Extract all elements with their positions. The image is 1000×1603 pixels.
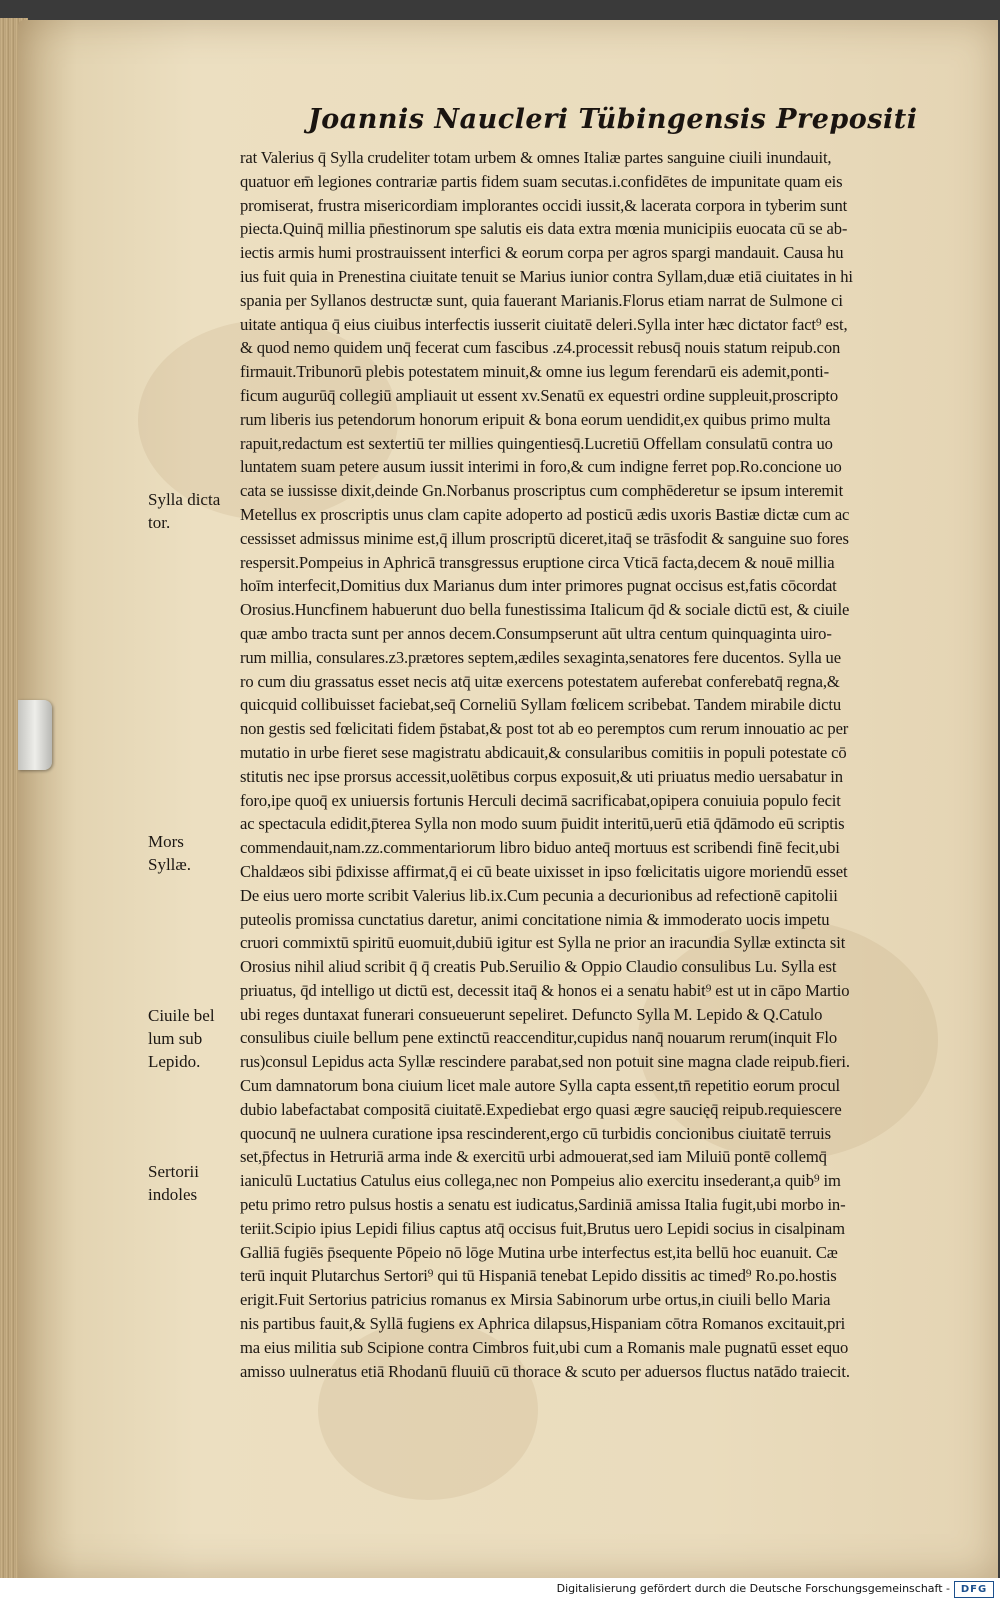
text-line: nis partibus fauit,& Syllā fugiens ex Aphrica dilapsus,Hispaniam cōtra Romanos excitauit,pri: [240, 1314, 846, 1334]
margin-note-line: tor.: [148, 513, 171, 532]
text-line: Cum damnatorum bona ciuium licet male autore Sylla capta essent,tn̄ repetitio eorum procul: [240, 1076, 840, 1096]
text-line: foro,ipe quoq̄ ex uniuersis fortunis Herculi decimā sacrificabat,opipera conuiuia populo fecit: [240, 790, 841, 810]
text-line: Chaldæos sibi p̄dixisse affirmat,q̄ ei cū beate uixisset in ipso fœlicitatis uigore moriendū esset: [240, 861, 848, 881]
footer-bar: [0, 1578, 1000, 1603]
text-line: non gestis sed fœlicitati fidem p̄stabat,& post tot ab eo peremptos cum rerum innouatio ac per: [240, 719, 849, 739]
text-line: rus)consul Lepidus acta Syllæ rescindere parabat,sed non potuit sine magna clade reipub.fieri.: [240, 1052, 850, 1072]
text-line: cata se iussisse dixit,deinde Gn.Norbanus proscriptus cum comphēderetur se ipsum interemit: [240, 481, 844, 501]
page-clip: [18, 700, 52, 770]
text-line: commendauit,nam.zz.commentariorum libro biduo anteq̄ mortuus est scribendi finē fecit,ubi: [240, 838, 840, 858]
text-line: priuatus, q̄d intelligo ut dictū est, decessit itaq̄ & honos ei a senatu habit⁹ est ut in cāpo Martio: [240, 980, 850, 1000]
dfg-logo: DFG: [954, 1581, 994, 1598]
text-line: Galliā fugiēs p̄sequente Pōpeio nō lōge Mutina urbe interfectus est,ita bellū hoc euanuit. Cæ: [240, 1242, 838, 1262]
text-line: cruori commixtū spiritū euomuit,dubiū igitur est Sylla ne prior an iracundia Syllæ extincta sit: [240, 933, 846, 953]
text-line: rum liberis ius petendorum honorum eripuit & bona eorum uendidit,ex quibus primo multa: [240, 409, 831, 429]
text-line: terū inquit Plutarchus Sertori⁹ qui tū Hispaniā tenebat Lepido dissitis ac timed⁹ Ro.po.hostis: [240, 1266, 837, 1286]
margin-note-sylla-dictator: [148, 488, 220, 534]
funding-credit: Digitalisierung gefördert durch die Deutsche Forschungsgemeinschaft -: [556, 1582, 950, 1595]
text-line: rat Valerius q̄ Sylla crudeliter totam urbem & omnes Italiæ partes sanguine ciuili inundauit,: [240, 148, 832, 167]
text-line: rapuit,redactum est sextertiū ter millies quingentiesq̄.Lucretiū Offellam consulatū contra uo: [240, 433, 833, 453]
margin-note-line: Mors: [148, 832, 184, 851]
text-line: teriit.Scipio ipius Lepidi filius captus atq̄ occisus fuit,Brutus uero Lepidi socius in cisalpinam: [240, 1218, 845, 1238]
text-line: quocunq̄ ne uulnera curatione ipsa rescinderent,ergo cū turbidis concionibus ciuitatē terruis: [240, 1123, 831, 1143]
text-line: quatuor em̄ legiones contrariæ partis fidem suam secutas.i.confidētes de impunitate quam eis: [240, 171, 843, 191]
text-line: ro cum diu grassatus esset necis atq̄ uitæ exercens potestatem auferebat conferebatq̄ regna,&: [240, 671, 840, 691]
margin-note-mors-syllae: [148, 830, 191, 876]
text-line: quicquid collibuisset faciebat,seq̄ Corneliū Syllam fœlicem scribebat. Tandem mirabile dictu: [240, 695, 841, 715]
text-line: Metellus ex proscriptis unus clam capite adoperto ad posticū ædis uxoris Bastiæ dictæ cum ac: [240, 504, 850, 524]
text-line: Orosius.Huncfinem habuerunt duo bella funestissima Italicum q̄d & sociale dictū est, & ciuile: [240, 600, 850, 620]
text-line: amisso uulneratus etiā Rhodanū fluuiū cū thorace & scuto per aduersos fluctus natādo traiecit.: [240, 1361, 850, 1381]
text-line: set,p̄fectus in Hetruriā arma inde & exercitū urbi admouerat,sed iam Miluiū pontē collemq̄: [240, 1147, 827, 1167]
text-line: piecta.Quinq̄ millia pn̄estinorum spe salutis eis data extra mœnia municipiis euocata cū se ab-: [240, 219, 848, 239]
text-line: puteolis promissa cunctatius daretur, animi concitatione nimia & immoderato uocis impetu: [240, 909, 830, 929]
text-line: hoīm interfecit,Domitius dux Marianus dum inter primores pugnat occisus est,fatis cōcordat: [240, 576, 837, 596]
margin-note-line: lum sub: [148, 1029, 203, 1048]
margin-note-line: Sertorii: [148, 1162, 199, 1181]
text-line: luntatem suam petere ausum iussit interimi in foro,& cum indigne ferret pop.Ro.concione uo: [240, 457, 842, 477]
margin-note-line: Lepido.: [148, 1052, 201, 1071]
text-line: cessisset admissus minime est,q̄ illum proscriptū diceret,itaq̄ se trāsfodit & sanguine suo fores: [240, 528, 849, 548]
margin-note-line: Syllæ.: [148, 855, 191, 874]
text-line: iectis armis humi prostrauissent interfici & eorum corpa per agros spargi mandauit. Causa hu: [240, 243, 844, 263]
text-line: De eius uero morte scribit Valerius lib.ix.Cum pecunia a decurionibus ad refectionē capitolii: [240, 885, 838, 905]
margin-note-ciuile-bellum: [148, 1004, 215, 1073]
text-line: ficum augurūq̄ collegiū ampliauit ut essent xv.Senatū ex equestri ordine suppleuit,proscripto: [240, 385, 839, 405]
text-line: respersit.Pompeius in Aphricā transgressus eruptione circa Vticā facta,decem & nouē millia: [240, 552, 835, 572]
text-line: rum millia, consulares.z3.prætores septem,ædiles sexaginta,senatores fere ducentos. Sylla ue: [240, 647, 841, 667]
book-page: [18, 20, 998, 1578]
margin-note-line: indoles: [148, 1185, 198, 1204]
text-line: spania per Syllanos destructæ sunt, quia fauerant Marianis.Florus etiam narrat de Sulmone ci: [240, 290, 843, 310]
margin-note-line: Ciuile bel: [148, 1006, 215, 1025]
text-line: ianiculū Luctatius Catulus eius collega,nec non Pompeius alio exercitu insederant,a quib⁹ im: [240, 1171, 841, 1191]
text-line: ac spectacula edidit,p̄terea Sylla non modo suum p̄uidit interitū,uerū etiā q̄dāmodo eū scriptis: [240, 814, 845, 834]
margin-note-line: Sylla dicta: [148, 490, 221, 509]
text-line: quæ ambo tracta sunt per annos decem.Consumpserunt aūt ultra centum quinquaginta uiro-: [240, 623, 832, 643]
text-line: ubi reges duntaxat funerari consueuerunt sepeliret. Defuncto Sylla M. Lepido & Q.Catulo: [240, 1004, 823, 1024]
text-line: promiserat, frustra misericordiam implorantes occidi iussit,& lacerata corpora in tyberim sunt: [240, 195, 848, 215]
text-line: uitate antiqua q̄ eius ciuibus interfectis iusserit ciuitatē deleri.Sylla inter hæc dictator fact⁹ est,: [240, 314, 848, 334]
margin-note-sertorii-indoles: [148, 1160, 199, 1206]
text-line: petu primo retro pulsus hostis a senatu est iudicatus,Sardiniā amissa Italia fugit,ubi morbo in-: [240, 1195, 846, 1215]
text-line: mutatio in urbe fieret sese magistratu abdicauit,& consularibus comitiis in populi potestate cō: [240, 742, 847, 762]
text-line: erigit.Fuit Sertorius patricius romanus ex Mirsia Sabinorum urbe ortus,in ciuili bello Maria: [240, 1290, 831, 1310]
running-head: Joannis Naucleri Tübingensis Prepositi: [308, 104, 918, 135]
text-line: ius fuit quia in Prenestina ciuitate tenuit se Marius iunior contra Syllam,duæ etiā ciuitates in hi: [240, 266, 853, 286]
text-line: consulibus ciuile bellum pene extinctū reaccenditur,cupidus nanq̄ nouarum rerum(inquit Flo: [240, 1028, 838, 1048]
text-line: & quod nemo quidem unq̄ fecerat cum fascibus .z4.processit rebusq̄ nouis statum reipub.con: [240, 338, 841, 358]
text-line: dubio labefactabat compositā ciuitatē.Expediebat ergo quasi ægre saucięq̄ reipub.requiescere: [240, 1099, 842, 1119]
text-line: ma eius militia sub Scipione contra Cimbros fuit,ubi cum a Romanis male pugnatū esset equo: [240, 1337, 849, 1357]
text-line: firmauit.Tribunorū plebis potestatem minuit,& omne ius legum ferendarū eis ademit,ponti-: [240, 362, 829, 382]
text-line: Orosius nihil aliud scribit q̄ q̄ creatis Pub.Seruilio & Oppio Claudio consulibus Lu. Sylla est: [240, 957, 837, 977]
body-text: [240, 146, 980, 1383]
text-line: stitutis nec ipse prorsus accessit,uolētibus corpus exposuit,& uti priuatus medio uersabatur in: [240, 766, 843, 786]
